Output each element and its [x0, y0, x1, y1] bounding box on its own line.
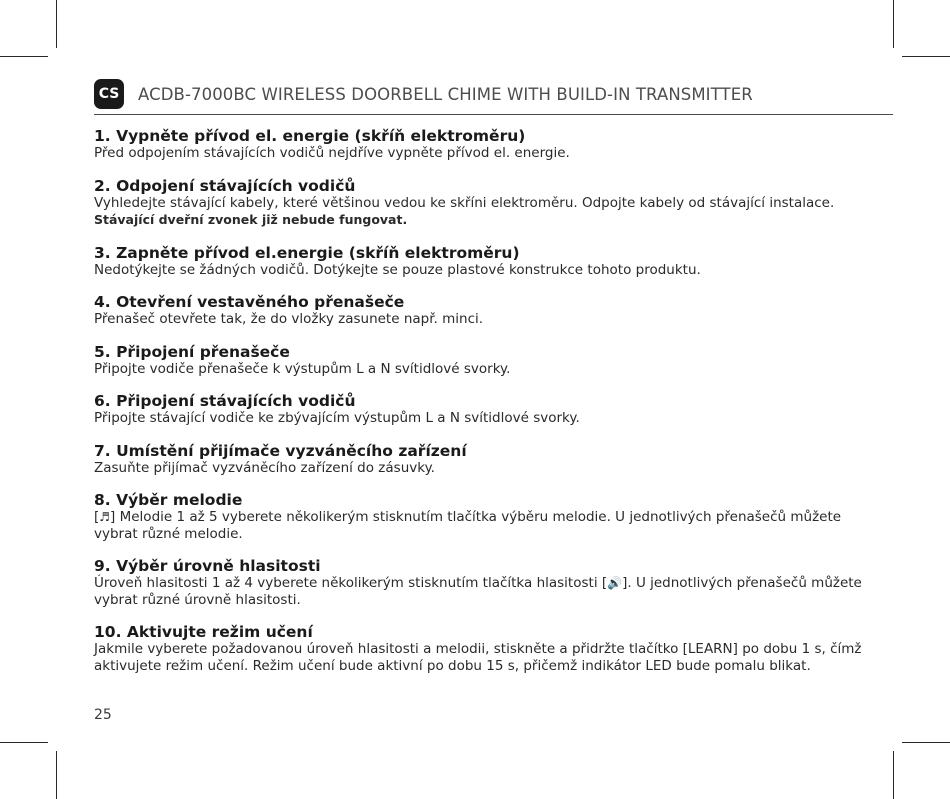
step-body: Vyhledejte stávající kabely, které většinou vedou ke skříni elektroměru. Odpojte kabely od stávající instalace. — [94, 194, 835, 211]
step-body: Jakmile vyberete požadovanou úroveň hlasitosti a melodii, stiskněte a přidržte tlačítko [LEARN] po dobu 1 s, čímž aktivujete režim učení. Režim učení bude aktivní po dobu 15 s, přičemž indikátor LED bude pomalu blikat. — [94, 641, 862, 674]
step-6 — [94, 393, 864, 427]
crop-mark — [0, 742, 48, 743]
step-body: Nedotýkejte se žádných vodičů. Dotýkejte se pouze plastové konstrukce tohoto produktu. — [94, 261, 701, 278]
language-badge: CS — [94, 79, 124, 109]
step-body: Přenašeč otevřete tak, že do vložky zasunete např. minci. — [94, 311, 484, 327]
crop-mark — [902, 56, 950, 57]
step-heading: 2. Odpojení stávajících vodičů — [94, 176, 356, 195]
header-divider — [94, 114, 893, 115]
step-3 — [94, 245, 864, 279]
step-7 — [94, 443, 864, 477]
step-heading: 3. Zapněte přívod el.energie (skříň elektroměru) — [94, 243, 520, 262]
step-body-text: Úroveň hlasitosti 1 až 4 vyberete několikerým stisknutím tlačítka hlasitosti [ — [94, 575, 608, 591]
music-note-icon: ♬ — [99, 510, 111, 524]
step-body: Připojte vodiče přenašeče k výstupům L a N svítidlové svorky. — [94, 360, 511, 377]
step-body: Zasuňte přijímač vyzváněcího zařízení do zásuvky. — [94, 459, 435, 476]
step-8 — [94, 492, 864, 542]
page-header — [94, 79, 893, 115]
step-heading: 5. Připojení přenašeče — [94, 342, 290, 361]
speaker-volume-icon: 🔊 — [607, 576, 623, 590]
step-heading: 7. Umístění přijímače vyzváněcího zařízení — [94, 441, 467, 460]
page-number: 25 — [94, 707, 112, 723]
step-9 — [94, 558, 864, 608]
step-10 — [94, 624, 864, 674]
step-body-text: ]. U jednotlivých přenašečů můžete vybrat různé úrovně hlasitosti. — [94, 575, 862, 608]
crop-mark — [0, 56, 48, 57]
step-2 — [94, 178, 864, 229]
step-heading: 4. Otevření vestavěného přenašeče — [94, 293, 405, 311]
instruction-list — [94, 128, 864, 690]
step-heading: 1. Vypněte přívod el. energie (skříň elektroměru) — [94, 127, 526, 145]
step-body: Připojte stávající vodiče ke zbývajícím výstupům L a N svítidlové svorky. — [94, 410, 580, 426]
step-body-text: ] Melodie 1 až 5 vyberete několikerým stisknutím tlačítka výběru melodie. U jednotlivých přenašečů můžete vybrat různé melodie. — [94, 509, 842, 542]
step-heading: 8. Výběr melodie — [94, 491, 243, 509]
step-5 — [94, 344, 864, 378]
step-heading: 6. Připojení stávajících vodičů — [94, 392, 356, 410]
bracket-open: [ — [94, 509, 100, 525]
crop-mark — [893, 0, 894, 48]
step-body — [94, 509, 864, 542]
crop-mark — [902, 742, 950, 743]
crop-mark — [56, 0, 57, 48]
step-warning-note: Stávající dveřní zvonek již nebude fungovat. — [94, 212, 408, 227]
document-title: ACDB-7000BC WIRELESS DOORBELL CHIME WITH BUILD-IN TRANSMITTER — [138, 85, 753, 104]
step-heading: 10. Aktivujte režim učení — [94, 623, 313, 641]
crop-mark — [56, 751, 57, 799]
step-4 — [94, 294, 864, 328]
crop-mark — [893, 751, 894, 799]
step-body: Před odpojením stávajících vodičů nejdříve vypněte přívod el. energie. — [94, 145, 570, 161]
step-body — [94, 575, 864, 608]
step-heading: 9. Výběr úrovně hlasitosti — [94, 557, 321, 575]
step-1 — [94, 128, 864, 162]
